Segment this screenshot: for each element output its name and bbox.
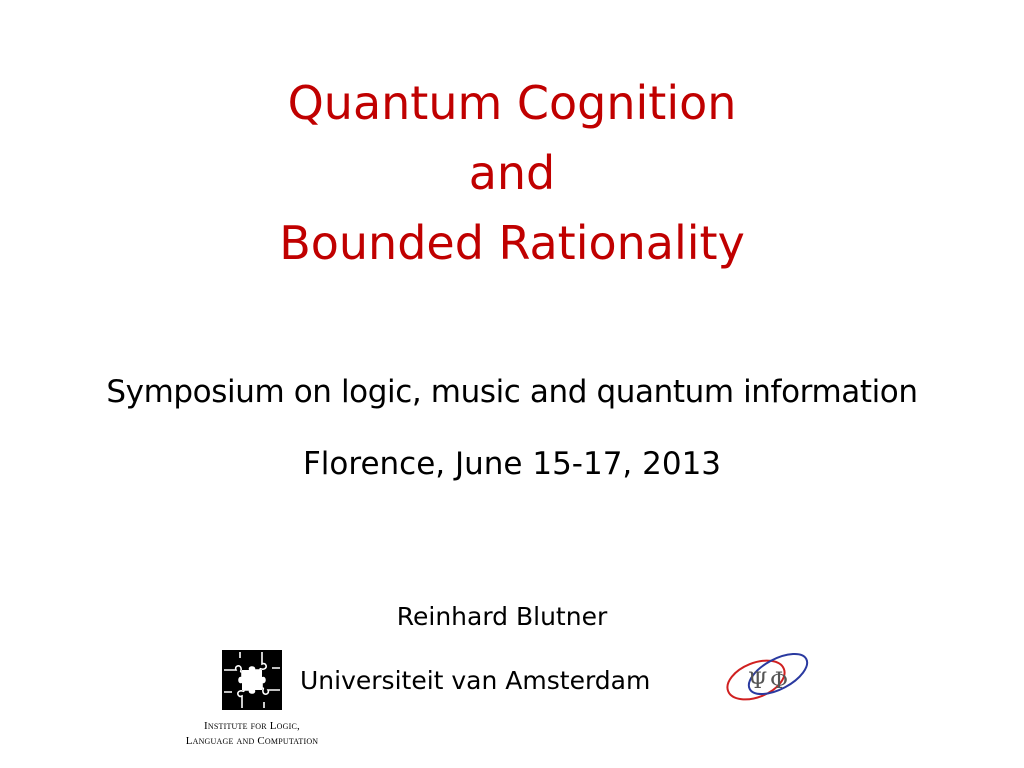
title-line-3: Bounded Rationality bbox=[279, 216, 745, 270]
event-name: Symposium on logic, music and quantum information bbox=[106, 374, 918, 410]
title-line-1: Quantum Cognition bbox=[287, 76, 737, 130]
svg-text:Φ: Φ bbox=[770, 669, 789, 694]
affiliation: Universiteit van Amsterdam bbox=[300, 666, 651, 695]
title-line-2: and bbox=[468, 146, 556, 200]
author-name: Reinhard Blutner bbox=[396, 602, 608, 631]
institute-caption-line-1: Institute for Logic, bbox=[204, 720, 300, 732]
illc-puzzle-logo-icon bbox=[222, 650, 282, 710]
venue-date: Florence, June 15-17, 2013 bbox=[302, 446, 722, 482]
institute-caption-line-2: Language and Computation bbox=[185, 735, 319, 747]
psi-phi-logo-icon bbox=[720, 648, 816, 704]
institute-caption bbox=[160, 719, 344, 749]
svg-text:Ψ: Ψ bbox=[748, 669, 768, 694]
